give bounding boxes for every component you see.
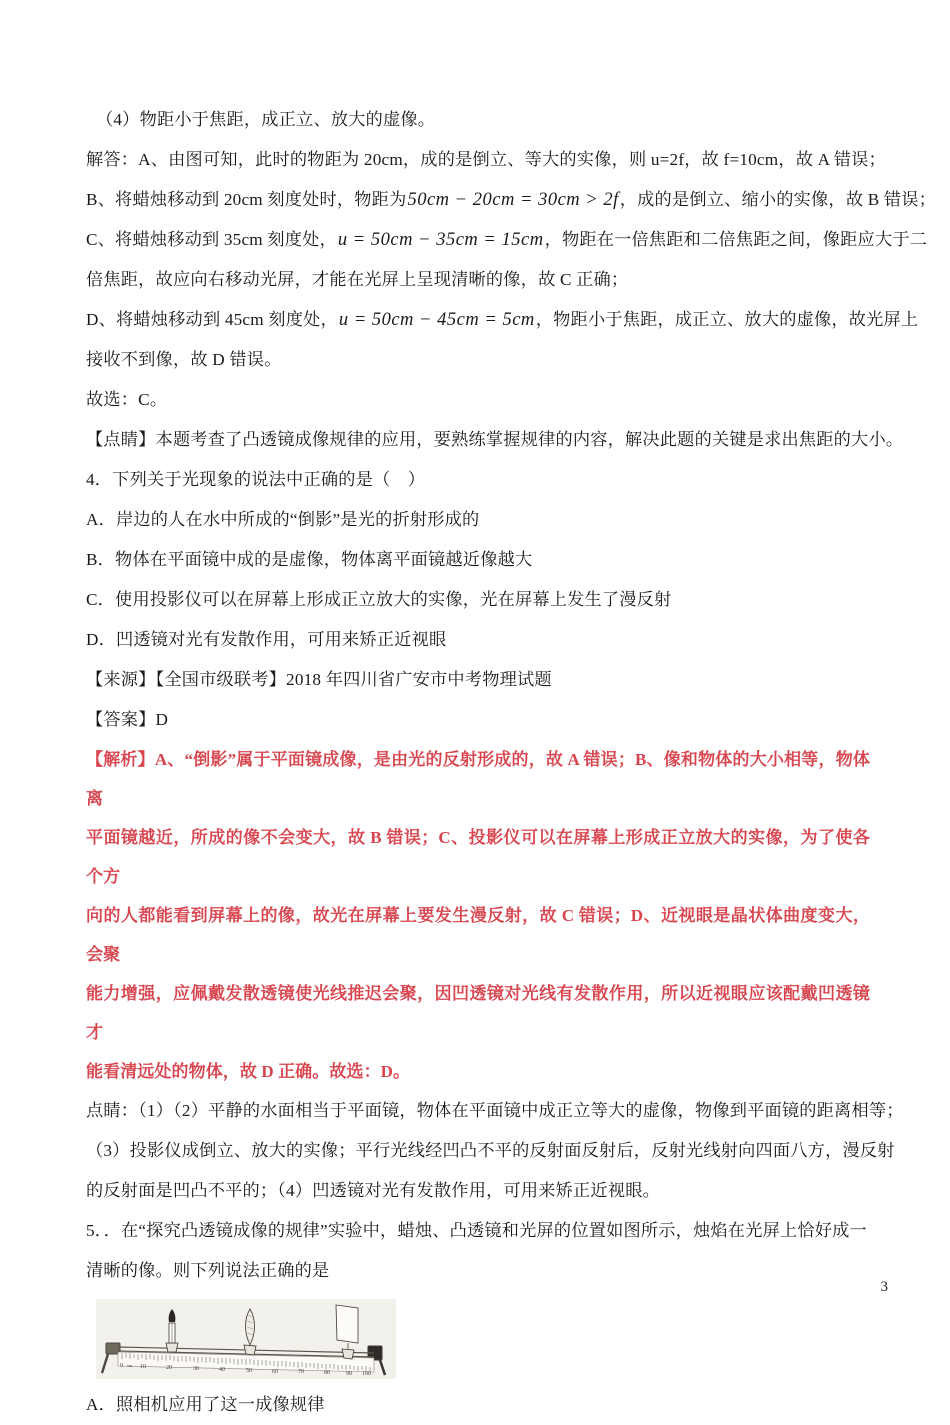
- solution-label: 解答：: [86, 150, 139, 169]
- solution-b-suffix: ，成的是倒立、缩小的实像，故 B 错误；: [619, 190, 937, 209]
- solution-c-prefix: C、将蜡烛移动到 35cm 刻度处，: [86, 230, 337, 249]
- page-number: 3: [880, 1279, 888, 1295]
- analysis-line-4: 能力增强，应佩戴发散透镜使光线推迟会聚，因凹透镜对光线有发散作用，所以近视眼应该配戴凹透镜才: [86, 984, 870, 1042]
- solution-b-prefix: B、将蜡烛移动到 20cm 刻度处时，物距为: [86, 190, 407, 209]
- solution-d-suffix: ，物距小于焦距，成正立、放大的虚像，故光屏上: [535, 310, 919, 329]
- svg-text:40: 40: [219, 1367, 225, 1373]
- svg-text:20: 20: [166, 1365, 172, 1371]
- question-4-option-d: D．凹透镜对光有发散作用，可用来矫正近视眼: [86, 630, 447, 649]
- analysis-text-1: A、“倒影”属于平面镜成像，是由光的反射形成的，故 A 错误；B、像和物体的大小相等，物体离: [86, 750, 871, 808]
- svg-text:80: 80: [324, 1370, 330, 1376]
- solution-d-formula: u = 50cm − 45cm = 5cm: [338, 310, 535, 330]
- optical-bench-figure: [96, 1299, 396, 1379]
- question-4-option-c: C．使用投影仪可以在屏幕上形成正立放大的实像，光在屏幕上发生了漫反射: [86, 590, 672, 609]
- solution-option-d-line2: 接收不到像，故 D 错误。: [86, 350, 282, 369]
- solution-b-formula: 50cm − 20cm = 30cm > 2f: [407, 190, 619, 210]
- solution-c-formula: u = 50cm − 35cm = 15cm: [337, 230, 544, 250]
- question-4-source: 【来源】【全国市级联考】2018 年四川省广安市中考物理试题: [86, 670, 552, 689]
- svg-text:30: 30: [193, 1366, 199, 1372]
- question-4-answer: 【答案】D: [86, 710, 169, 729]
- question-5-stem-line-2: 清晰的像。则下列说法正确的是: [86, 1261, 330, 1280]
- question-4-dianjing-line-2: （3）投影仪成倒立、放大的实像；平行光线经凹凸不平的反射面反射后，反射光线射向四面八方，漫反射: [86, 1141, 895, 1160]
- svg-text:cm: cm: [127, 1363, 133, 1368]
- analysis-line-5: 能看清远处的物体，故 D 正确。故选：D。: [86, 1062, 411, 1081]
- solution-option-a: [86, 140, 886, 180]
- svg-text:70: 70: [298, 1369, 304, 1375]
- question-4-option-b: B．物体在平面镜中成的是虚像，物体离平面镜越近像越大: [86, 550, 533, 569]
- final-choice: 故选：C。: [86, 390, 168, 409]
- question-4-options: [86, 500, 870, 660]
- analysis-line-3: 向的人都能看到屏幕上的像，故光在屏幕上要发生漫反射，故 C 错误；D、近视眼是晶状体曲度变大，会聚: [86, 906, 870, 964]
- solution-c-suffix: ，物距在一倍焦距和二倍焦距之间，像距应大于二: [544, 230, 928, 249]
- solution-a-text: A、由图可知，此时的物距为 20cm，成的是倒立、等大的实像，则 u=2f，故 f=10cm，故 A 错误；: [138, 150, 886, 169]
- svg-text:60: 60: [272, 1369, 278, 1375]
- solution-option-c-line2: 倍焦距，故应向右移动光屏，才能在光屏上呈现清晰的像，故 C 正确；: [86, 270, 629, 289]
- analysis-line-1: [86, 740, 870, 818]
- analysis-tag: 【解析】: [86, 750, 155, 769]
- question-4-dianjing-line-3: 的反射面是凹凸不平的；（4）凹透镜对光有发散作用，可用来矫正近视眼。: [86, 1181, 660, 1200]
- question-5-stem-line-1: 5．．在“探究凸透镜成像的规律”实验中，蜡烛、凸透镜和光屏的位置如图所示，烛焰在光屏上恰好成一: [86, 1221, 867, 1240]
- question-5-option-a: A．照相机应用了这一成像规律: [86, 1395, 325, 1414]
- optical-bench-diagram: [96, 1299, 396, 1379]
- svg-text:10: 10: [140, 1364, 146, 1370]
- svg-text:50: 50: [246, 1368, 252, 1374]
- svg-text:100: 100: [362, 1371, 371, 1377]
- solution-option-d: [86, 300, 919, 340]
- question-4-option-a: A．岸边的人在水中所成的“倒影”是光的折射形成的: [86, 510, 480, 529]
- solution-d-prefix: D、将蜡烛移动到 45cm 刻度处，: [86, 310, 338, 329]
- question-4-analysis-block: [86, 740, 870, 1091]
- dianjing-question-3: 【点睛】本题考查了凸透镜成像规律的应用，要熟练掌握规律的内容，解决此题的关键是求出焦距的大小。: [86, 430, 904, 449]
- rule-4-paragraph: （4）物距小于焦距，成正立、放大的虚像。: [96, 110, 436, 129]
- svg-text:0: 0: [120, 1363, 123, 1369]
- analysis-line-2: 平面镜越近，所成的像不会变大，故 B 错误；C、投影仪可以在屏幕上形成正立放大的实像，为了使各个方: [86, 828, 870, 886]
- question-4-dianjing-line-1: 点睛：（1）（2）平静的水面相当于平面镜，物体在平面镜中成正立等大的虚像，物像到平面镜的距离相等；: [86, 1101, 904, 1120]
- solution-option-c: [86, 220, 928, 260]
- question-4-stem: 4．下列关于光现象的说法中正确的是（ ）: [86, 470, 426, 489]
- svg-text:90: 90: [346, 1371, 352, 1377]
- solution-option-b: [86, 180, 937, 220]
